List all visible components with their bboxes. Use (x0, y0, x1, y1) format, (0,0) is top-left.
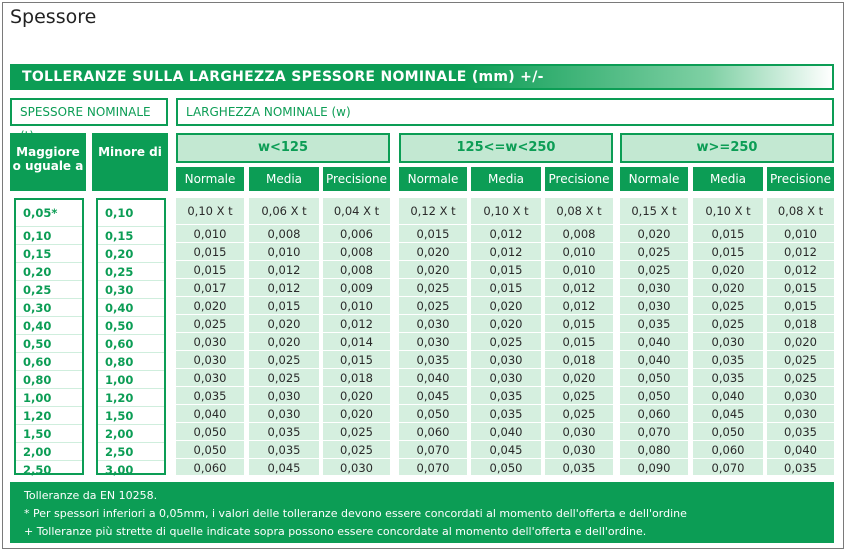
tolerance-cell: 0,025 (471, 333, 541, 351)
tolerance-cell: 0,012 (767, 261, 834, 279)
tolerance-cell: 0,08 X t (767, 198, 834, 225)
tolerance-column (693, 198, 763, 475)
tolerance-cell: 0,025 (399, 297, 467, 315)
tolerance-cell: 0,04 X t (323, 198, 390, 225)
max-thickness-cell: 0,40 (98, 299, 164, 317)
tolerance-column (399, 198, 467, 475)
tolerance-column (471, 198, 541, 475)
tolerance-column (176, 198, 244, 475)
tolerance-cell: 0,008 (545, 225, 613, 243)
tolerance-cell: 0,020 (545, 369, 613, 387)
tolerance-column (620, 198, 688, 475)
tolerance-cell: 0,040 (767, 441, 834, 459)
tolerance-cell: 0,030 (399, 315, 467, 333)
tolerance-cell: 0,020 (693, 261, 763, 279)
tolerance-cell: 0,035 (399, 351, 467, 369)
tolerance-cell: 0,025 (399, 279, 467, 297)
tolerance-cell: 0,060 (399, 423, 467, 441)
tolerance-cell: 0,008 (249, 225, 319, 243)
tolerance-cell: 0,030 (176, 369, 244, 387)
subheader-precisione: Precisione (323, 167, 390, 191)
tolerance-cell: 0,015 (545, 315, 613, 333)
group-header-w-125-250: 125<=w<250 (399, 133, 613, 163)
tolerance-cell: 0,009 (323, 279, 390, 297)
tolerance-cell: 0,030 (620, 279, 688, 297)
tolerance-cell: 0,015 (767, 297, 834, 315)
min-thickness-cell: 0,20 (16, 263, 82, 281)
tolerance-cell: 0,017 (176, 279, 244, 297)
tolerance-cell: 0,025 (620, 243, 688, 261)
subheader-media: Media (471, 167, 541, 191)
tolerance-cell: 0,020 (249, 333, 319, 351)
max-thickness-cell: 1,50 (98, 407, 164, 425)
min-thickness-cell: 1,50 (16, 425, 82, 443)
tolerance-cell: 0,020 (249, 315, 319, 333)
max-thickness-cell: 2,00 (98, 425, 164, 443)
tolerance-cell: 0,050 (620, 387, 688, 405)
max-thickness-cell: 0,25 (98, 263, 164, 281)
max-thickness-header: Minore di (92, 133, 168, 191)
width-header: LARGHEZZA NOMINALE (w) (176, 98, 834, 126)
tolerance-cell: 0,020 (176, 297, 244, 315)
min-thickness-cell: 0,40 (16, 317, 82, 335)
tolerance-cell: 0,045 (399, 387, 467, 405)
tolerance-cell: 0,006 (323, 225, 390, 243)
tolerance-cell: 0,030 (249, 387, 319, 405)
tolerance-cell: 0,010 (249, 243, 319, 261)
footer-note: * Per spessori inferiori a 0,05mm, i valori delle tolleranze devono essere concordati al momento dell'offerta e dell'ordine (24, 507, 687, 520)
tolerance-cell: 0,012 (767, 243, 834, 261)
tolerance-cell: 0,070 (620, 423, 688, 441)
min-thickness-cell: 1,00 (16, 389, 82, 407)
tolerance-cell: 0,060 (176, 459, 244, 477)
subheader-precisione: Precisione (767, 167, 834, 191)
tolerance-cell: 0,015 (767, 279, 834, 297)
tolerance-cell: 0,010 (767, 225, 834, 243)
max-thickness-cell: 0,15 (98, 227, 164, 245)
tolerance-cell: 0,030 (176, 333, 244, 351)
tolerance-cell: 0,008 (323, 261, 390, 279)
tolerance-cell: 0,050 (471, 459, 541, 477)
tolerance-cell: 0,010 (323, 297, 390, 315)
tolerance-cell: 0,035 (767, 423, 834, 441)
tolerance-cell: 0,030 (471, 369, 541, 387)
tolerance-cell: 0,015 (399, 225, 467, 243)
tolerance-cell: 0,035 (249, 441, 319, 459)
tolerance-cell: 0,012 (545, 279, 613, 297)
tolerance-cell: 0,035 (693, 351, 763, 369)
thickness-header: SPESSORE NOMINALE (10, 98, 168, 126)
tolerance-cell: 0,020 (471, 315, 541, 333)
tolerance-cell: 0,012 (545, 297, 613, 315)
tolerance-cell: 0,010 (545, 243, 613, 261)
tolerance-cell: 0,015 (249, 297, 319, 315)
footer-notes (10, 482, 834, 543)
max-thickness-cell: 1,20 (98, 389, 164, 407)
min-thickness-cell: 0,50 (16, 335, 82, 353)
subheader-normale: Normale (399, 167, 467, 191)
max-thickness-cell: 0,30 (98, 281, 164, 299)
tolerance-cell: 0,020 (399, 243, 467, 261)
tolerance-cell: 0,030 (176, 351, 244, 369)
tolerance-cell: 0,030 (323, 459, 390, 477)
tolerance-cell: 0,025 (323, 441, 390, 459)
tolerance-cell: 0,025 (545, 387, 613, 405)
tolerance-cell: 0,050 (620, 369, 688, 387)
tolerance-column (249, 198, 319, 475)
tolerance-cell: 0,015 (471, 279, 541, 297)
tolerance-cell: 0,035 (620, 315, 688, 333)
min-thickness-header: Maggiore o uguale a (10, 133, 86, 191)
min-thickness-cell: 0,80 (16, 371, 82, 389)
tolerance-cell: 0,035 (176, 387, 244, 405)
tolerance-cell: 0,035 (471, 387, 541, 405)
tolerance-cell: 0,025 (620, 261, 688, 279)
tolerance-cell: 0,040 (620, 333, 688, 351)
tolerance-cell: 0,030 (693, 333, 763, 351)
tolerance-cell: 0,025 (323, 423, 390, 441)
tolerance-cell: 0,025 (693, 315, 763, 333)
tolerance-cell: 0,008 (323, 243, 390, 261)
min-thickness-column (14, 198, 84, 475)
tolerance-cell: 0,050 (693, 423, 763, 441)
max-thickness-cell: 0,60 (98, 335, 164, 353)
tolerance-cell: 0,040 (176, 405, 244, 423)
subheader-media: Media (693, 167, 763, 191)
tolerance-cell: 0,015 (471, 261, 541, 279)
tolerance-cell: 0,010 (545, 261, 613, 279)
tolerance-cell: 0,10 X t (693, 198, 763, 225)
tolerance-cell: 0,015 (693, 243, 763, 261)
tolerance-cell: 0,020 (323, 405, 390, 423)
tolerance-cell: 0,045 (249, 459, 319, 477)
tolerance-cell: 0,030 (545, 441, 613, 459)
tolerance-cell: 0,018 (767, 315, 834, 333)
tolerance-cell: 0,015 (323, 351, 390, 369)
tolerance-cell: 0,070 (693, 459, 763, 477)
min-thickness-cell: 0,15 (16, 245, 82, 263)
tolerance-cell: 0,035 (471, 405, 541, 423)
tolerance-cell: 0,025 (693, 297, 763, 315)
tolerance-cell: 0,020 (767, 333, 834, 351)
min-thickness-cell: 1,20 (16, 407, 82, 425)
tolerance-cell: 0,020 (693, 279, 763, 297)
max-thickness-cell: 0,10 (98, 200, 164, 227)
tolerance-cell: 0,030 (767, 405, 834, 423)
tolerance-cell: 0,025 (249, 369, 319, 387)
tolerance-cell: 0,050 (176, 441, 244, 459)
tolerance-cell: 0,040 (693, 387, 763, 405)
tolerance-cell: 0,050 (399, 405, 467, 423)
tolerance-cell: 0,035 (545, 459, 613, 477)
max-thickness-cell: 0,20 (98, 245, 164, 263)
tolerance-cell: 0,012 (249, 261, 319, 279)
tolerance-cell: 0,050 (176, 423, 244, 441)
tolerance-cell: 0,045 (471, 441, 541, 459)
min-thickness-cell: 0,05* (16, 200, 82, 227)
tolerance-cell: 0,030 (767, 387, 834, 405)
max-thickness-cell: 0,50 (98, 317, 164, 335)
tolerance-cell: 0,015 (176, 243, 244, 261)
tolerance-cell: 0,025 (545, 405, 613, 423)
footer-note: + Tolleranze più strette di quelle indicate sopra possono essere concordate al momento dell'offerta e dell'ordine. (24, 525, 647, 538)
min-thickness-cell: 0,60 (16, 353, 82, 371)
tolerance-cell: 0,035 (249, 423, 319, 441)
tolerance-cell: 0,040 (471, 423, 541, 441)
min-thickness-cell: 0,10 (16, 227, 82, 245)
tolerance-cell: 0,15 X t (620, 198, 688, 225)
min-thickness-cell: 0,25 (16, 281, 82, 299)
tolerance-cell: 0,020 (471, 297, 541, 315)
max-thickness-cell: 0,80 (98, 353, 164, 371)
tolerance-cell: 0,030 (471, 351, 541, 369)
tolerance-cell: 0,060 (620, 405, 688, 423)
tolerance-cell: 0,020 (399, 261, 467, 279)
max-thickness-cell: 3,00 (105, 463, 134, 477)
subheader-media: Media (249, 167, 319, 191)
tolerance-cell: 0,015 (693, 225, 763, 243)
tolerance-cell: 0,012 (471, 225, 541, 243)
tolerance-cell: 0,015 (176, 261, 244, 279)
table-title-bar: TOLLERANZE SULLA LARGHEZZA SPESSORE NOMINALE (mm) +/- (10, 64, 834, 90)
tolerance-cell: 0,06 X t (249, 198, 319, 225)
max-thickness-column (96, 198, 166, 475)
tolerance-cell: 0,030 (399, 333, 467, 351)
tolerance-cell: 0,025 (249, 351, 319, 369)
tolerance-cell: 0,060 (693, 441, 763, 459)
min-thickness-cell: 0,30 (16, 299, 82, 317)
tolerance-cell: 0,030 (620, 297, 688, 315)
tolerance-cell: 0,090 (620, 459, 688, 477)
min-thickness-cell: 2,00 (16, 443, 82, 461)
tolerance-cell: 0,10 X t (176, 198, 244, 225)
tolerance-cell: 0,012 (249, 279, 319, 297)
tolerance-cell: 0,030 (545, 423, 613, 441)
tolerance-cell: 0,025 (176, 315, 244, 333)
tolerance-cell: 0,018 (323, 369, 390, 387)
group-header-w-lt-125: w<125 (176, 133, 390, 163)
page-title: Spessore (10, 6, 97, 28)
tolerance-cell: 0,12 X t (399, 198, 467, 225)
group-header-w-gte-250: w>=250 (620, 133, 834, 163)
tolerance-cell: 0,020 (323, 387, 390, 405)
tolerance-column (323, 198, 390, 475)
tolerance-cell: 0,012 (471, 243, 541, 261)
tolerance-cell: 0,025 (767, 369, 834, 387)
tolerance-cell: 0,10 X t (471, 198, 541, 225)
tolerance-cell: 0,035 (693, 369, 763, 387)
footer-note: Tolleranze da EN 10258. (24, 489, 158, 502)
tolerance-column (545, 198, 613, 475)
tolerance-cell: 0,08 X t (545, 198, 613, 225)
tolerance-cell: 0,015 (545, 333, 613, 351)
tolerance-cell: 0,012 (323, 315, 390, 333)
tolerance-cell: 0,080 (620, 441, 688, 459)
tolerance-cell: 0,030 (249, 405, 319, 423)
tolerance-cell: 0,040 (620, 351, 688, 369)
max-thickness-cell: 1,00 (98, 371, 164, 389)
subheader-normale: Normale (620, 167, 688, 191)
tolerance-cell: 0,045 (693, 405, 763, 423)
tolerance-cell: 0,020 (620, 225, 688, 243)
tolerance-cell: 0,018 (545, 351, 613, 369)
subheader-normale: Normale (176, 167, 244, 191)
tolerance-cell: 0,010 (176, 225, 244, 243)
tolerance-cell: 0,025 (767, 351, 834, 369)
tolerance-cell: 0,070 (399, 441, 467, 459)
tolerance-cell: 0,070 (399, 459, 467, 477)
max-thickness-cell: 2,50 (98, 443, 164, 461)
tolerance-cell: 0,014 (323, 333, 390, 351)
tolerance-cell: 0,035 (767, 459, 834, 477)
subheader-precisione: Precisione (545, 167, 613, 191)
tolerance-column (767, 198, 834, 475)
min-thickness-cell: 2,50 (23, 463, 52, 477)
tolerance-cell: 0,040 (399, 369, 467, 387)
